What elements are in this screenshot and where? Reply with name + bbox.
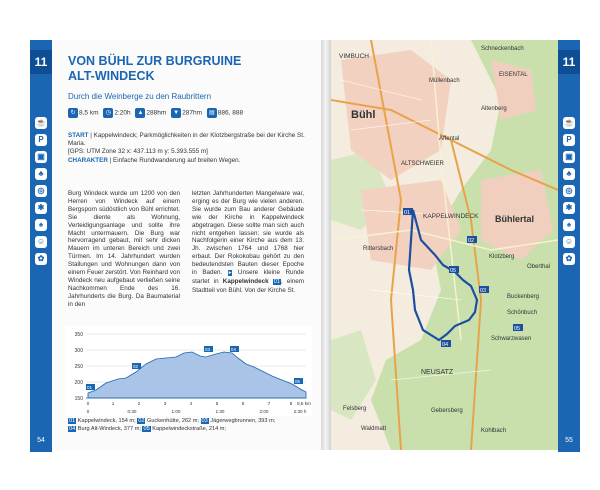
map-label: Müllenbach — [429, 78, 460, 84]
parking-icon: P — [35, 134, 47, 146]
svg-text:05: 05 — [450, 268, 457, 274]
text-column-1: Burg Windeck wurde um 1200 von den Herren von Windeck auf einem Bergsporn südöstlich von Bühl errichtet. Sie diente als Wohnung, Verteidigungsanlage und sollte ihre Macht untermauern. Die Burg war hervorragend gebaut, mit sehr dicken Mauern im unteren Bereich und zwei Türmen. Im 14. Jahrhundert wurden Stallungen und Wohnungen dann von einem Feuer zerstört. Von Reinhard von Windeck neu aufgebaut verließen seine Nachkommen Ende des 16. Jahrhunderts die Burg. Da Baumaterial in den — [68, 190, 180, 308]
tree-icon: ♠ — [563, 219, 575, 231]
map-label: Buckenberg — [507, 294, 540, 300]
tour-info — [68, 132, 313, 165]
map-label: Klotzberg — [489, 254, 515, 260]
dog-icon: ✿ — [35, 253, 47, 265]
km-tick: 6 — [241, 401, 245, 406]
topographic-map — [331, 40, 558, 450]
km-tick: 1 — [111, 401, 115, 406]
elevation-profile — [66, 326, 312, 416]
sun-icon: ✱ — [35, 202, 47, 214]
map-label: EISENTAL — [499, 72, 528, 78]
svg-text:03: 03 — [480, 288, 487, 294]
y-tick: 250 — [74, 364, 83, 370]
km-tick: 0 — [86, 401, 90, 406]
tree-icon: ♠ — [35, 219, 47, 231]
right-icon-strip — [558, 112, 580, 270]
sun-icon: ✱ — [563, 202, 575, 214]
legend-item: 05 Kappelwindeckstraße, 214 m; — [143, 425, 226, 432]
route-icon: ↻ — [68, 108, 78, 118]
time-tick: 0 — [86, 409, 90, 414]
time-tick: 0:30 — [127, 409, 137, 414]
page-subtitle: Durch die Weinberge zu den Raubrittern — [68, 92, 212, 101]
map-label: KAPPELWINDECK — [423, 213, 479, 220]
map-label: NEUSATZ — [421, 369, 454, 376]
legend-item: 03 Jägerwegbrunnen, 393 m; — [201, 418, 276, 424]
svg-text:01: 01 — [404, 210, 411, 216]
svg-text:05: 05 — [514, 326, 521, 332]
map-icon: ▤ — [207, 108, 217, 118]
text-column-2: letzten Jahrhunderten Mangelware war, erging es der Burg wie vielen anderen. Sie wurde zum Bau anderer Gebäude wie der Kirche in Kappelwindeck abgetragen. Diese sollte man sich auch nicht entgehen lassen: sie wurde als Nachfolgerin einer Kirche aus dem 13. Jh. zwischen 1764 und 1768 hier erbaut. Der Rokokobau gehört zu den bedeutendsten Bauten dieser Epoche in Baden. ▸ Unsere kleine Runde startet in Kappelwindeck 01, einem Stadtteil von Bühl. Von der Kirche St. — [192, 190, 305, 294]
bus-icon: ▣ — [35, 151, 47, 163]
map-label: ALTSCHWEIER — [401, 161, 444, 167]
y-tick: 150 — [74, 396, 83, 402]
restaurant-icon: ☕ — [36, 118, 46, 127]
hiker-icon: ♣ — [563, 168, 575, 180]
page-number-left: 54 — [37, 437, 45, 444]
gps-info: [GPS: UTM Zone 32 x: 437.113 m y: 5.393.555 m] — [68, 148, 208, 156]
time-tick: 2:00 — [259, 409, 269, 414]
title-line-2: ALT-WINDECK — [68, 69, 155, 83]
start-info: START | Kappelwindeck; Parkmöglichkeiten in der Klotzbergstraße bei der Kirche St. Maria. — [68, 132, 305, 148]
book-spread — [30, 40, 576, 452]
start-paragraph: ▸ Unsere kleine Runde startet in Kappelwindeck 01, einem Stadtteil von Bühl. Von der Kirche St. — [192, 269, 305, 294]
map-label: Rittersbach — [363, 246, 394, 252]
map-label: Bühl — [351, 109, 376, 121]
stat-map: ▤ 886, 888 — [207, 108, 243, 118]
y-tick: 200 — [74, 380, 83, 386]
map-label: Schönbuch — [507, 310, 538, 316]
km-tick: 8 — [289, 401, 293, 406]
stat-distance: ↻ 8,5 km — [68, 108, 99, 118]
y-tick: 300 — [74, 348, 83, 354]
svg-text:04: 04 — [442, 342, 449, 348]
svg-text:01: 01 — [87, 385, 93, 390]
arrow-icon: ▸ — [228, 270, 232, 277]
km-tick: 5 — [215, 401, 219, 406]
svg-text:03: 03 — [205, 347, 211, 352]
stat-duration: ◷ 2:20h — [103, 108, 130, 118]
clock-icon: ◷ — [103, 108, 113, 118]
bus-icon: ▣ — [563, 151, 575, 163]
family-icon: ☺ — [36, 237, 46, 246]
y-tick: 350 — [74, 332, 83, 338]
svg-text:02: 02 — [133, 364, 139, 369]
time-tick: 2:30 h — [293, 409, 307, 414]
km-tick: 2 — [137, 401, 141, 406]
km-tick: 7 — [267, 401, 271, 406]
map-label: Affental — [439, 136, 460, 142]
right-side-bar — [558, 40, 580, 452]
map-label: Oberthal — [527, 264, 551, 270]
hiker-icon: ♣ — [35, 168, 47, 180]
left-side-bar — [30, 40, 52, 452]
restaurant-icon: ☕ — [564, 118, 574, 127]
map-label: Bühlertal — [495, 214, 535, 224]
km-tick: 4 — [189, 401, 193, 406]
descent-icon: ▼ — [171, 108, 181, 118]
km-tick: 8,5 km — [297, 401, 311, 406]
stat-descent: ▼ 287hm — [171, 108, 202, 118]
map-label: Altenberg — [481, 106, 507, 112]
page-number-right: 55 — [565, 437, 573, 444]
map-label: Felsberg — [343, 406, 367, 412]
svg-text:04: 04 — [231, 347, 237, 352]
stat-ascent: ▲ 288hm — [135, 108, 166, 118]
map-label: VIMBUCH — [339, 53, 369, 60]
legend-item: 04 Burg Alt-Windeck, 377 m; — [69, 425, 141, 432]
left-icon-strip — [30, 112, 52, 270]
title-line-1: VON BÜHL ZUR BURGRUINE — [68, 54, 242, 68]
tour-number-right: 11 — [558, 50, 580, 74]
bike-icon: ◎ — [35, 185, 47, 197]
tour-number-left: 11 — [30, 50, 52, 74]
legend-item: 02 Guckenhütte, 262 m; — [138, 418, 199, 424]
time-tick: 1:30 — [215, 409, 225, 414]
svg-text:05: 05 — [295, 379, 301, 384]
family-icon: ☺ — [564, 237, 574, 246]
map-label: Gebersberg — [431, 408, 463, 414]
svg-text:02: 02 — [468, 238, 475, 244]
tour-stats — [68, 108, 318, 122]
dog-icon: ✿ — [563, 253, 575, 265]
bike-icon: ◎ — [563, 185, 575, 197]
waypoint-legend — [68, 418, 314, 433]
map-label: Schwarzwasen — [491, 336, 532, 342]
ascent-icon: ▲ — [135, 108, 145, 118]
character-info: CHARAKTER | Einfache Rundwanderung auf breiten Wegen. — [68, 156, 241, 164]
time-tick: 1:00 — [171, 409, 181, 414]
km-tick: 3 — [163, 401, 167, 406]
map-label: Waldmatt — [361, 426, 387, 432]
parking-icon: P — [563, 134, 575, 146]
legend-item: 01 Kappelwindeck, 154 m; — [69, 418, 136, 424]
map-label: Schneckenbach — [481, 46, 524, 52]
map-label: Kohlbach — [481, 428, 507, 434]
page-title — [68, 54, 308, 84]
book-spine — [321, 40, 331, 450]
